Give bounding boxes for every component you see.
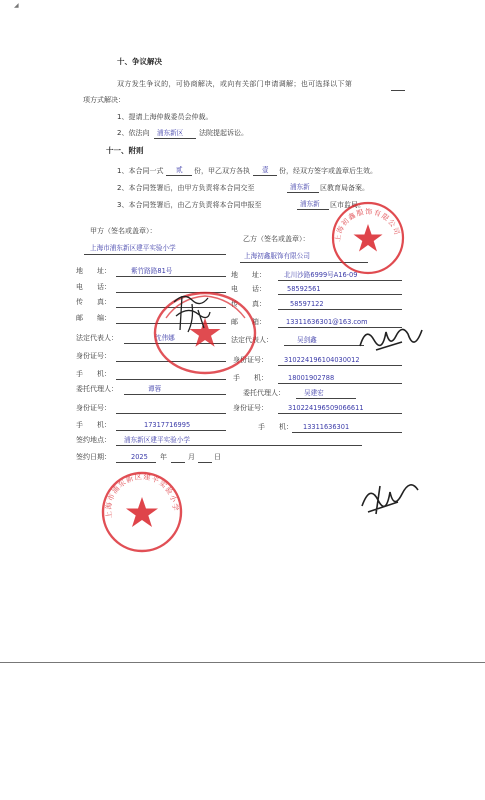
- party-b-id-line: [278, 365, 402, 366]
- party-a-legal-rep: 沈伟娜: [155, 334, 175, 342]
- party-a-fax-label: 传 真：: [76, 298, 111, 306]
- party-a-agent-id-line: [116, 413, 226, 414]
- party-b-mobile: 18001902788: [288, 374, 335, 382]
- party-a-id-label: 身份证号：: [76, 352, 111, 360]
- party-b-address-label: 地 址：: [231, 271, 266, 279]
- party-a-postcode-label: 邮 编：: [76, 314, 111, 322]
- party-b-heading: 乙方（签名或盖章）：: [243, 235, 310, 243]
- section11-r2-pre: 2、本合同签署后，由甲方负责将本合同交至: [117, 184, 255, 192]
- party-a-phone-label: 电 话：: [76, 283, 111, 291]
- section11-r3-blank: [297, 209, 329, 210]
- party-b-phone: 58592561: [287, 285, 321, 293]
- party-b-mobile-line: [278, 383, 402, 384]
- party-b-agent-id-line: [278, 413, 402, 414]
- party-b-fax-label: 传 真：: [231, 300, 266, 308]
- section11-r3-pre: 3、本合同签署后，由乙方负责将本合同申报至: [117, 201, 262, 209]
- party-b-phone-label: 电 话：: [231, 285, 266, 293]
- party-a-agent-label: 委托代理人：: [76, 385, 118, 393]
- party-b-legal-rep: 吴剑鑫: [297, 336, 317, 344]
- section11-title: 十一、附则: [106, 146, 144, 155]
- party-a-agent-mobile-label: 手 机：: [76, 421, 111, 429]
- party-b-email: 13311636301@163.com: [286, 318, 368, 326]
- section11-r2-fill: 浦东新: [290, 183, 310, 191]
- section11-r3-fill: 浦东新: [300, 200, 320, 208]
- month-unit: 月: [188, 453, 195, 461]
- party-b-seal: [330, 200, 406, 276]
- year-unit: 年: [160, 453, 167, 461]
- party-b-agent-line: [296, 398, 356, 399]
- party-b-signature: [356, 322, 428, 356]
- section10-title: 十、争议解决: [117, 57, 162, 66]
- day-unit: 日: [214, 453, 221, 461]
- section11-r1-fill1: 贰: [176, 166, 183, 174]
- scan-speck: ◢: [14, 2, 19, 9]
- section11-r3-post: 区市监局。: [330, 201, 365, 209]
- sign-date-label: 签约日期：: [76, 453, 111, 461]
- party-a-address-label: 地 址：: [76, 267, 111, 275]
- party-b-signature-date: [358, 478, 422, 518]
- section10-choice-blank: [391, 90, 405, 91]
- party-b-agent: 吴建宏: [304, 389, 324, 397]
- party-a-mobile-line: [116, 379, 226, 380]
- sign-month-line: [171, 462, 185, 463]
- section11-r1-blank2: [253, 175, 277, 176]
- party-a-name: 上海市浦东新区建平实验小学: [90, 244, 176, 252]
- section11-r1-pre: 1、本合同一式: [117, 167, 164, 175]
- sign-year: 2025: [131, 453, 148, 461]
- party-b-fax-line: [278, 309, 402, 310]
- party-a-agent-id-label: 身份证号：: [76, 404, 111, 412]
- party-b-phone-line: [278, 294, 402, 295]
- party-b-agent-id-label: 身份证号：: [233, 404, 268, 412]
- svg-text:上海市浦东新区建平实验小学: 上海市浦东新区建平实验小学: [103, 471, 181, 519]
- section11-r1-mid: 份，甲乙双方各执: [194, 167, 250, 175]
- party-b-agent-mobile: 13311636301: [303, 423, 350, 431]
- party-a-name-line: [84, 254, 226, 255]
- party-a-agent-line: [124, 394, 226, 395]
- section10-item2-pre: 2、依法向: [117, 129, 150, 137]
- party-a-seal: [100, 470, 184, 554]
- party-b-agent-mobile-line: [292, 432, 402, 433]
- section11-r1-fill2: 壹: [262, 166, 269, 174]
- sign-place-label: 签约地点：: [76, 436, 111, 444]
- sign-place-line: [116, 445, 362, 446]
- sign-day-line: [198, 462, 212, 463]
- section11-r1-blank1: [166, 175, 192, 176]
- party-a-agent-mobile: 17317716995: [144, 421, 191, 429]
- section10-item2-fill: 浦东新区: [157, 129, 184, 137]
- party-a-address: 紫竹路路81号: [131, 267, 173, 275]
- party-b-legal-rep-label: 法定代表人：: [231, 336, 273, 344]
- party-b-address-line: [278, 280, 402, 281]
- party-a-agent-mobile-line: [116, 430, 226, 431]
- party-b-agent-id: 310224196509066611: [288, 404, 364, 412]
- section10-paragraph: 双方发生争议的，可协商解决，或向有关部门申请调解；也可选择以下第: [117, 80, 353, 88]
- section11-r2-blank: [287, 192, 319, 193]
- section10-item1: 1、提请上海仲裁委员会仲裁。: [117, 113, 213, 121]
- party-b-address: 北川沙路6999号A16-09: [284, 271, 358, 279]
- section10-item2-blank: [154, 138, 196, 139]
- section11-r1-post: 份，经双方签字或盖章后生效。: [279, 167, 377, 175]
- party-b-name: 上海初鑫服饰有限公司: [244, 252, 310, 260]
- party-b-fax: 58597122: [290, 300, 324, 308]
- party-b-id-label: 身份证号：: [233, 356, 268, 364]
- party-b-agent-label: 委托代理人：: [243, 389, 285, 397]
- party-a-signature: [168, 290, 214, 336]
- party-b-legal-rep-line: [284, 345, 364, 346]
- section11-r2-post: 区教育局备案。: [320, 184, 369, 192]
- party-b-email-label: 邮 箱：: [231, 318, 266, 326]
- party-a-agent: 谭蓉: [148, 385, 162, 393]
- svg-text:上海初鑫服饰有限公司: 上海初鑫服饰有限公司: [333, 207, 402, 243]
- party-b-id: 310224196104030012: [284, 356, 360, 364]
- section10-item2-post: 法院提起诉讼。: [199, 129, 248, 137]
- section10-paragraph-cont: 项方式解决：: [83, 96, 125, 104]
- sign-place: 浦东新区建平实验小学: [124, 436, 190, 444]
- page-bottom-rule: [0, 662, 485, 663]
- party-a-mobile-label: 手 机：: [76, 370, 111, 378]
- sign-year-line: [116, 462, 156, 463]
- party-b-mobile-label: 手 机：: [233, 374, 268, 382]
- party-a-address-line: [116, 276, 226, 277]
- party-a-legal-rep-label: 法定代表人：: [76, 334, 118, 342]
- party-a-heading: 甲方（签名或盖章）：: [90, 227, 157, 235]
- party-b-agent-mobile-label: 手 机：: [258, 423, 293, 431]
